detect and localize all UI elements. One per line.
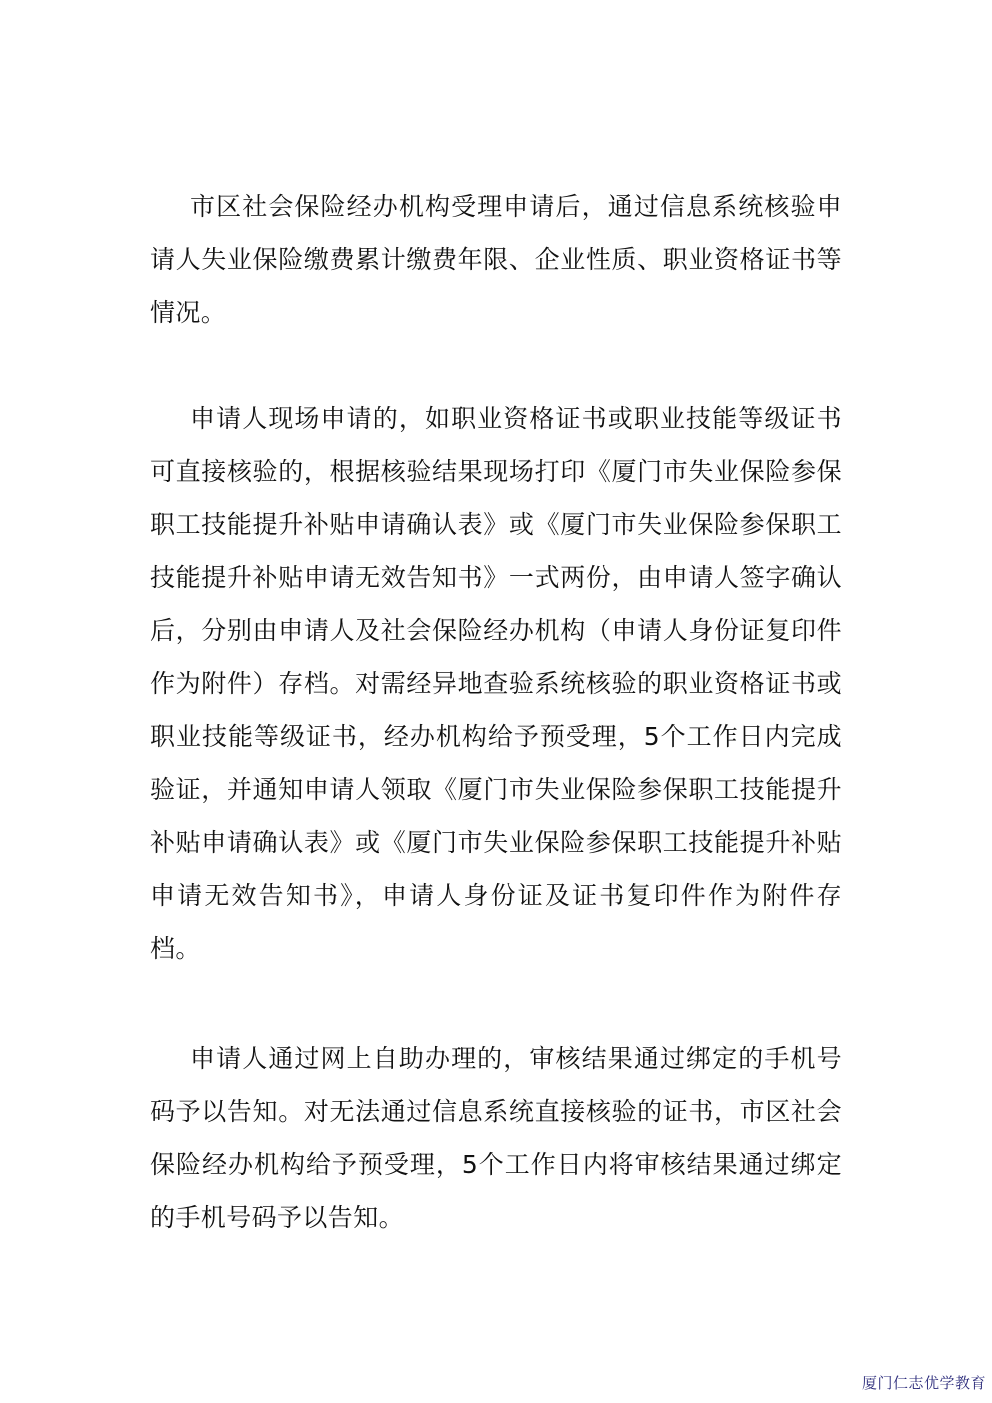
paragraph-3: 申请人通过网上自助办理的，审核结果通过绑定的手机号码予以告知。对无法通过信息系统直接核验的证书，市区社会保险经办机构给予预受理，5个工作日内将审核结果通过绑定的手机号码予以告知。 [150, 1044, 842, 1232]
paragraph-1: 市区社会保险经办机构受理申请后，通过信息系统核验申请人失业保险缴费累计缴费年限、企业性质、职业资格证书等情况。 [150, 192, 842, 327]
paragraph-2: 申请人现场申请的，如职业资格证书或职业技能等级证书可直接核验的，根据核验结果现场打印《厦门市失业保险参保职工技能提升补贴申请确认表》或《厦门市失业保险参保职工技能提升补贴申请无效告知书》一式两份，由申请人签字确认后，分别由申请人及社会保险经办机构（申请人身份证复印件作为附件）存档。对需经异地查验系统核验的职业资格证书或职业技能等级证书，经办机构给予预受理，5个工作日内完成验证，并通知申请人领取《厦门市失业保险参保职工技能提升补贴申请确认表》或《厦门市失业保险参保职工技能提升补贴申请无效告知书》，申请人身份证及证书复印件作为附件存档。 [150, 404, 842, 963]
watermark-text: 厦门仁志优学教育 [861, 1374, 986, 1392]
